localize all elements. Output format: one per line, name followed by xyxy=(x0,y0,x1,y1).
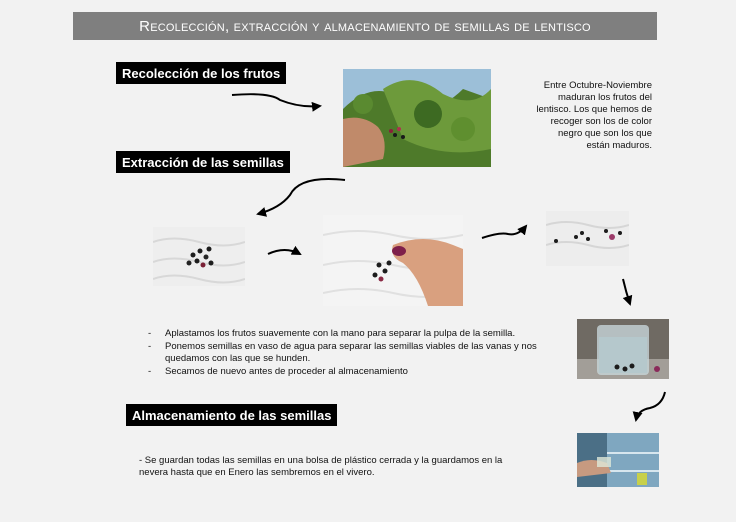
photo-seeds-in-water-glass xyxy=(577,319,669,379)
arrow-to-seeds-towel xyxy=(258,179,345,214)
photo-fridge-storage xyxy=(577,433,659,487)
photo-seeds-on-towel xyxy=(153,227,245,286)
harvest-description-line: recoger son los de color xyxy=(550,116,652,127)
extraction-steps-list xyxy=(148,328,568,379)
section-label-recoleccion: Recolección de los frutos xyxy=(116,62,286,84)
list-item: - Aplastamos los frutos suavemente con la mano para separar la pulpa de la semilla. xyxy=(148,328,568,340)
arrow-to-harvest-photo xyxy=(232,94,320,106)
section-label-almacenamiento: Almacenamiento de las semillas xyxy=(126,404,337,426)
photo-crushed-fruit-finger xyxy=(323,215,463,306)
arrow-to-fridge-photo xyxy=(636,392,665,420)
arrow-to-finger-photo xyxy=(268,250,300,254)
storage-description-line: nevera hasta que en Enero las sembremos en el vivero. xyxy=(139,467,375,478)
photo-dried-seeds xyxy=(546,211,629,266)
photo-harvesting-fruits xyxy=(343,69,491,167)
page-title: Recolección, extracción y almacenamiento de semillas de lentisco xyxy=(73,12,657,40)
harvest-description-line: Entre Octubre-Noviembre xyxy=(543,80,652,91)
list-item: - Ponemos semillas en vaso de agua para separar las semillas viables de las vanas y nos quedamos con las que se hunden. xyxy=(148,341,568,365)
arrow-to-glass-photo xyxy=(623,279,630,304)
harvest-description-line: maduran los frutos del xyxy=(558,92,652,103)
list-item: - Secamos de nuevo antes de proceder al almacenamiento xyxy=(148,366,568,378)
storage-description-line: - Se guardan todas las semillas en una bolsa de plástico cerrada y la guardamos en la xyxy=(139,455,503,466)
storage-description xyxy=(139,455,539,479)
harvest-description-line: negro que son los que xyxy=(557,128,652,139)
arrow-to-dried-seeds xyxy=(482,226,526,238)
harvest-description-line: están maduros. xyxy=(586,140,652,151)
section-label-extraccion: Extracción de las semillas xyxy=(116,151,290,173)
harvest-description-line: lentisco. Los que hemos de xyxy=(536,104,652,115)
harvest-description xyxy=(512,80,652,152)
